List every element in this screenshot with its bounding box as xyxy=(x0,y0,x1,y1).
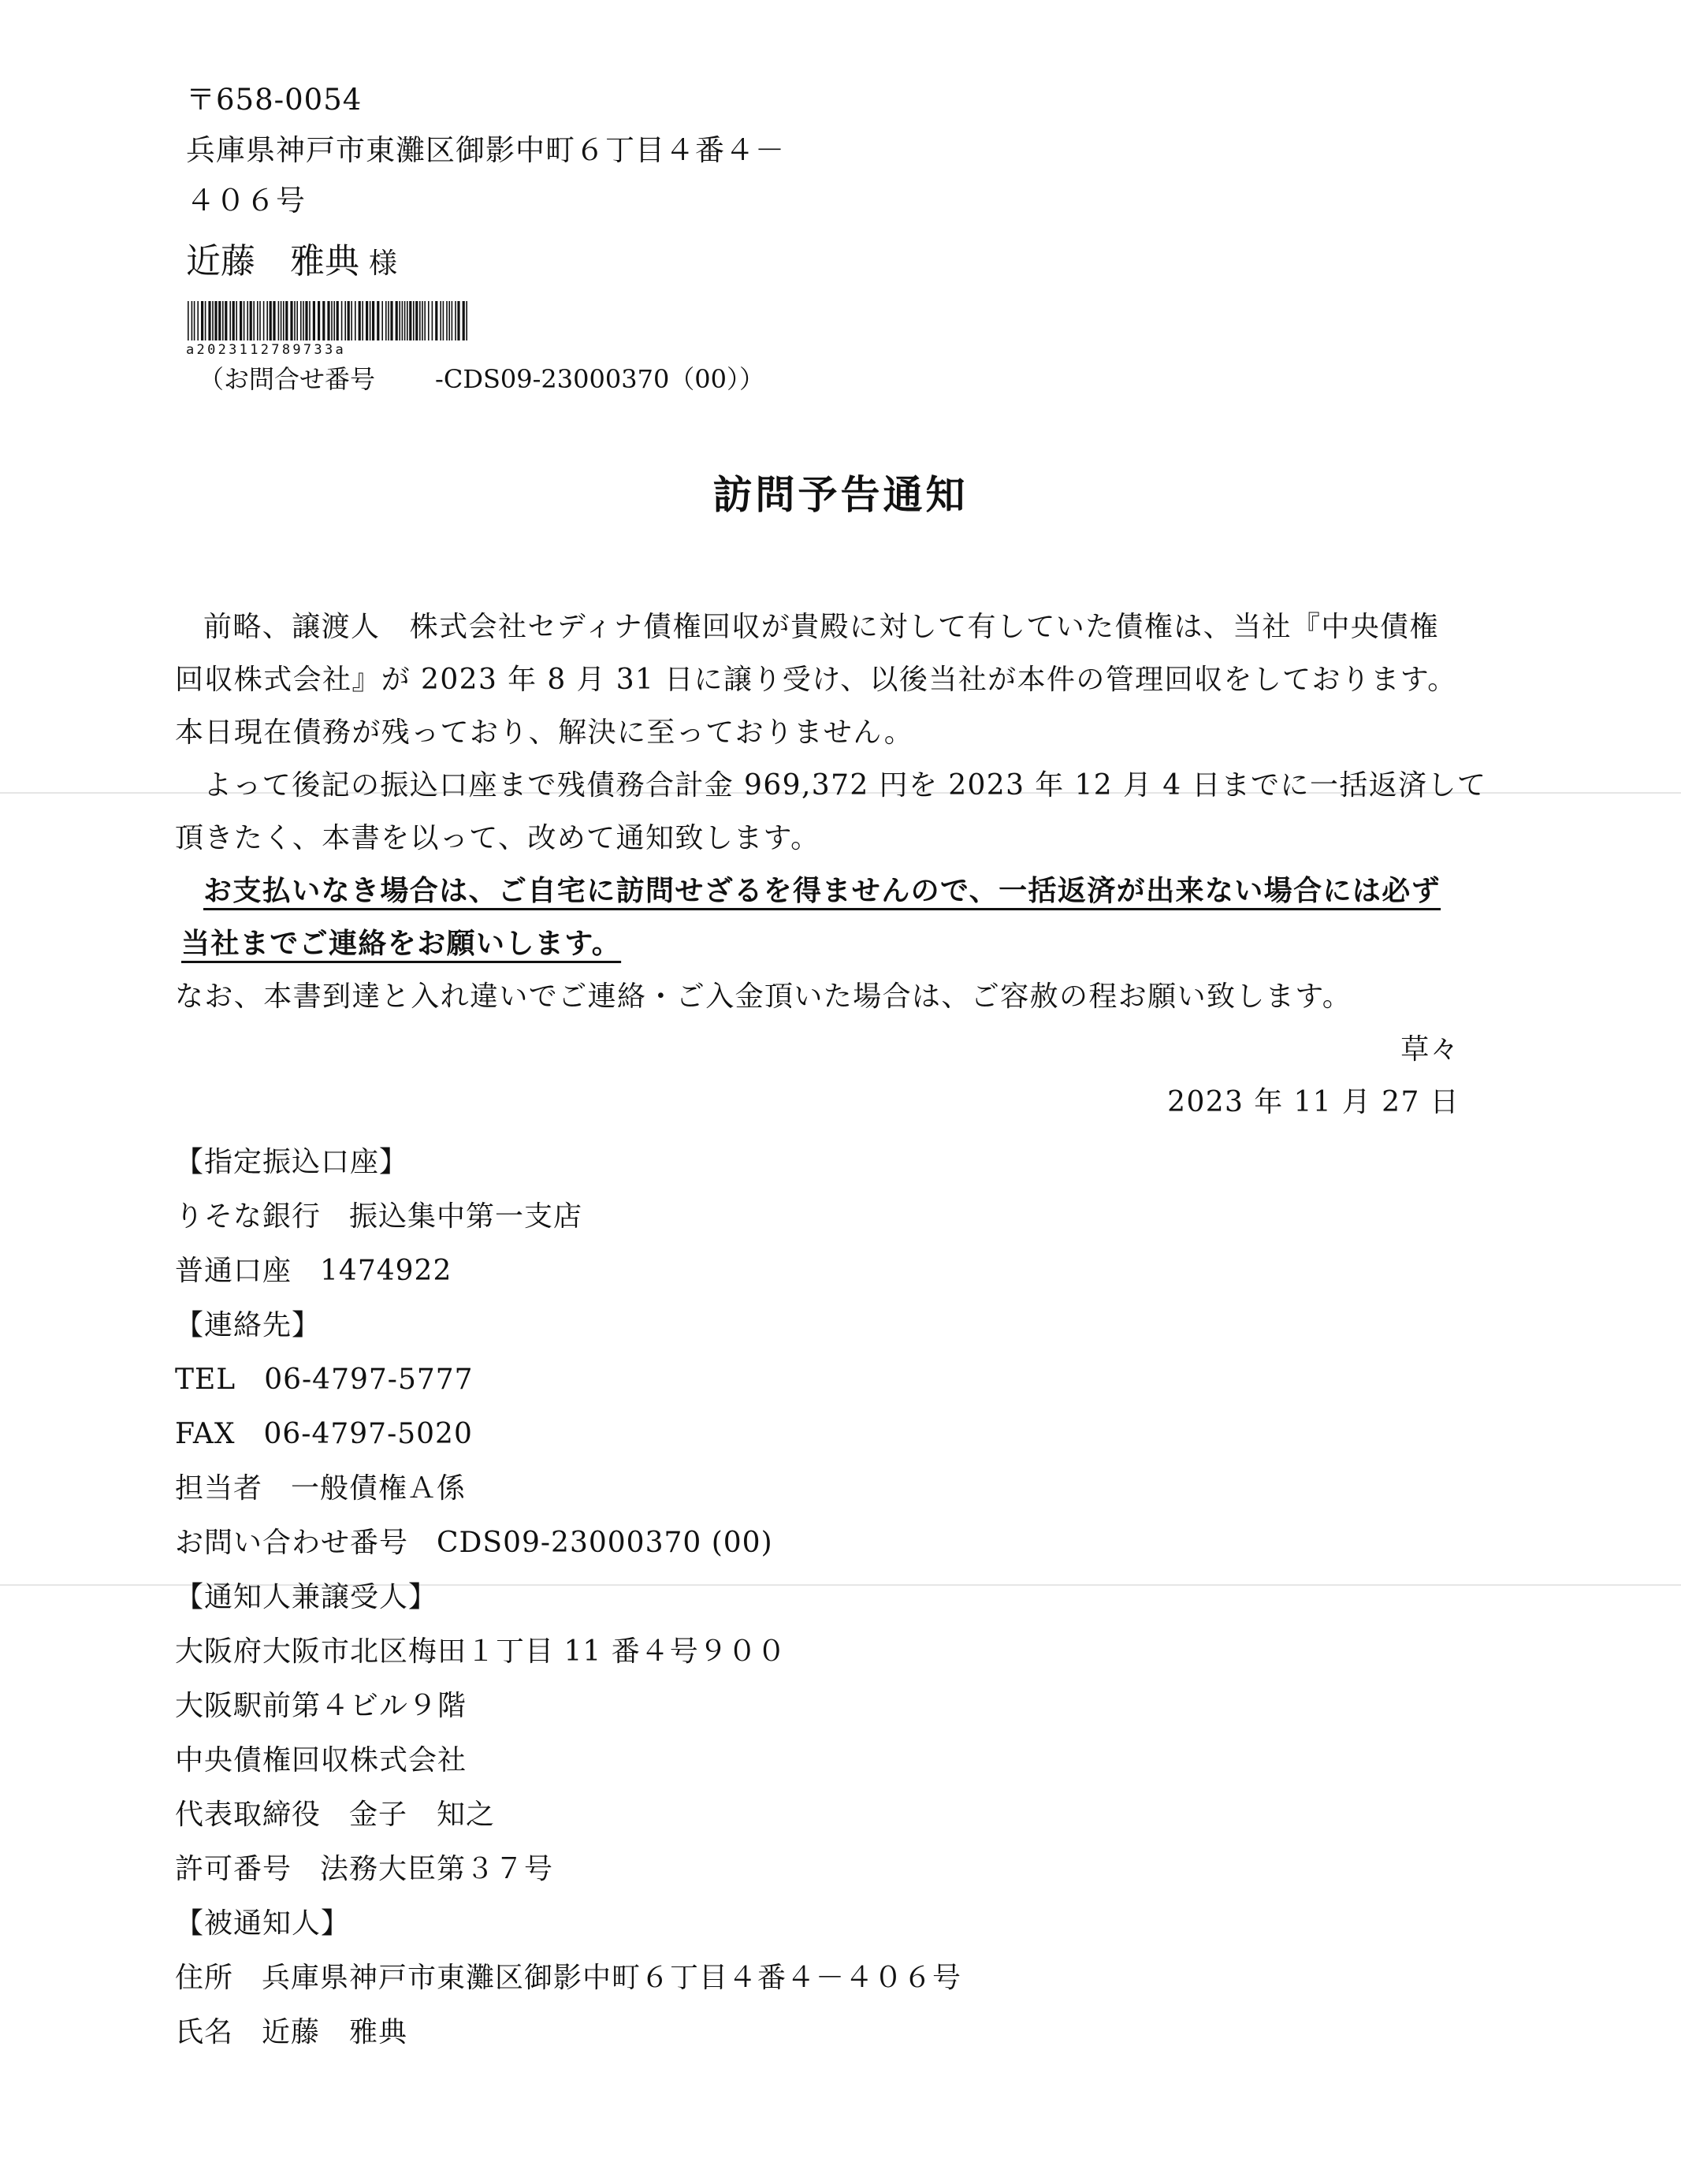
bank-line xyxy=(175,1189,1436,1244)
barcode-bar xyxy=(457,301,459,340)
barcode-bar xyxy=(296,301,298,340)
barcode-bar xyxy=(247,301,248,340)
paragraph-1-line-2: 回収株式会社』が 2023 年 8 月 31 日に譲り受け、以後当社が本件の管理回収をしております。 xyxy=(175,664,1457,696)
inquiry-label-bottom: お問い合わせ番号 xyxy=(175,1527,409,1559)
barcode-bar xyxy=(257,301,258,340)
barcode-bar xyxy=(309,301,311,340)
rep-name: 金子 知之 xyxy=(349,1799,496,1831)
rep-title: 代表取締役 xyxy=(175,1799,322,1831)
tel-label: TEL xyxy=(175,1364,236,1396)
barcode-bar xyxy=(351,301,352,340)
barcode-bar xyxy=(327,301,329,340)
barcode-bar xyxy=(370,301,371,340)
notifier-address-2: 大阪駅前第４ビル９階 xyxy=(175,1690,467,1722)
barcode-bar xyxy=(344,301,346,340)
bank-name: りそな銀行 xyxy=(175,1200,322,1233)
barcode-bar xyxy=(253,301,255,340)
barcode-bar xyxy=(463,301,465,340)
barcode xyxy=(186,301,470,358)
barcode-bar xyxy=(303,301,304,340)
barcode-bar xyxy=(377,301,379,340)
info-block xyxy=(175,1135,1436,2059)
barcode-bar xyxy=(366,301,368,340)
barcode-bar xyxy=(359,301,361,340)
barcode-bar xyxy=(192,301,193,340)
barcode-bar xyxy=(333,301,335,340)
inquiry-label: （お問合せ番号 xyxy=(199,364,376,394)
barcode-bar xyxy=(402,301,404,340)
barcode-bar xyxy=(294,301,296,340)
barcode-bar xyxy=(404,301,406,340)
contact-heading: 【連絡先】 xyxy=(175,1309,322,1341)
paragraph-2-line-2: 頂きたく、本書を以って、改めて通知致します。 xyxy=(175,822,820,854)
barcode-bar xyxy=(205,301,206,340)
warning-text-2: 当社までご連絡をお願いします。 xyxy=(181,927,622,960)
account-number: 1474922 xyxy=(320,1255,452,1287)
person-line xyxy=(175,1461,1436,1516)
barcode-bar xyxy=(285,301,288,340)
notifier-heading: 【通知人兼譲受人】 xyxy=(175,1581,438,1613)
inquiry-line xyxy=(175,1516,1436,1570)
barcode-bar xyxy=(381,301,383,340)
barcode-bar xyxy=(390,301,392,340)
inquiry-number-top xyxy=(199,358,895,400)
barcode-bar xyxy=(194,301,195,340)
barcode-bar xyxy=(270,301,272,340)
notice-body xyxy=(175,601,1487,1129)
barcode-bar xyxy=(341,301,343,340)
closing: 草々 xyxy=(1400,1033,1460,1066)
barcode-bar xyxy=(232,301,235,340)
barcode-bar xyxy=(428,301,430,340)
account-line xyxy=(175,1244,1436,1298)
warning-text-1: お支払いなき場合は、ご自宅に訪問せざるを得ませんので、一括返済が出来ない場合には必ず xyxy=(203,874,1441,907)
branch-name: 振込集中第一支店 xyxy=(349,1200,583,1233)
warning-line-1 xyxy=(175,865,1475,917)
address-block xyxy=(186,75,895,400)
postal-code: 〒658-0054 xyxy=(186,83,363,117)
recipient xyxy=(186,231,895,295)
barcode-bar xyxy=(222,301,224,340)
barcode-bar xyxy=(446,301,448,340)
barcode-bar xyxy=(455,301,456,340)
barcode-bar xyxy=(399,301,400,340)
account-heading: 【指定振込口座】 xyxy=(175,1146,409,1178)
account-type: 普通口座 xyxy=(175,1255,292,1287)
barcode-bar xyxy=(214,301,217,340)
barcode-bar xyxy=(218,301,221,340)
notified-heading: 【被通知人】 xyxy=(175,1907,351,1940)
fax-number: 06-4797-5020 xyxy=(263,1418,473,1450)
barcode-bar xyxy=(466,301,467,340)
license-label: 許可番号 xyxy=(175,1853,292,1885)
barcode-bar xyxy=(413,301,415,340)
barcode-bar xyxy=(348,301,350,340)
barcode-bar xyxy=(422,301,423,340)
barcode-bar xyxy=(250,301,252,340)
barcode-bar xyxy=(201,301,203,340)
warning-line-2 xyxy=(175,917,1475,970)
license-number: 法務大臣第３７号 xyxy=(320,1853,554,1885)
barcode-bar xyxy=(440,301,441,340)
person-name: 一般債権Ａ係 xyxy=(291,1472,467,1505)
notifier-company: 中央債権回収株式会社 xyxy=(175,1744,467,1777)
barcode-bar xyxy=(355,301,356,340)
address-line-1: 兵庫県神戸市東灘区御影中町６丁目４番４－ xyxy=(186,133,785,167)
tel-line xyxy=(175,1352,1436,1407)
notified-address-label: 住所 xyxy=(175,1962,234,1994)
barcode-bar xyxy=(396,301,398,340)
notified-name-line xyxy=(175,2005,1436,2059)
barcode-bar xyxy=(409,301,411,340)
barcode-bar xyxy=(435,301,437,340)
person-label: 担当者 xyxy=(175,1472,263,1505)
recipient-honorific: 様 xyxy=(369,247,398,280)
barcode-icon xyxy=(186,301,470,340)
notified-address: 兵庫県神戸市東灘区御影中町６丁目４番４－４０６号 xyxy=(262,1962,962,1994)
barcode-bar xyxy=(290,301,292,340)
barcode-bar xyxy=(452,301,453,340)
fax-line xyxy=(175,1407,1436,1461)
barcode-bar xyxy=(188,301,189,340)
barcode-bar xyxy=(388,301,389,340)
barcode-bar xyxy=(208,301,210,340)
recipient-name: 近藤 雅典 xyxy=(186,241,359,281)
barcode-text: a2023112789733a xyxy=(186,342,347,358)
barcode-bar xyxy=(337,301,339,340)
notified-address-line xyxy=(175,1951,1436,2005)
barcode-bar xyxy=(283,301,285,340)
license-line xyxy=(175,1842,1436,1896)
barcode-bar xyxy=(432,301,433,340)
paragraph-1-line-3: 本日現在債務が残っており、解決に至っておりません。 xyxy=(175,716,914,749)
barcode-bar xyxy=(305,301,307,340)
barcode-bar xyxy=(229,301,231,340)
barcode-bar xyxy=(244,301,245,340)
fax-label: FAX xyxy=(175,1418,236,1450)
barcode-bar xyxy=(415,301,418,340)
barcode-bar xyxy=(318,301,320,340)
barcode-bar xyxy=(225,301,227,340)
barcode-bar xyxy=(236,301,237,340)
barcode-bar xyxy=(372,301,374,340)
barcode-bar xyxy=(263,301,265,340)
barcode-bar xyxy=(197,301,199,340)
barcode-bar xyxy=(331,301,333,340)
barcode-bar xyxy=(278,301,280,340)
barcode-bar xyxy=(322,301,325,340)
barcode-bar xyxy=(273,301,275,340)
barcode-bar xyxy=(212,301,214,340)
barcode-bar xyxy=(240,301,242,340)
barcode-bar xyxy=(443,301,444,340)
barcode-bar xyxy=(300,301,302,340)
barcode-bar xyxy=(407,301,408,340)
paragraph-2-line-1: よって後記の振込口座まで残債務合計金 969,372 円を 2023 年 12 月 4 日までに一括返済して xyxy=(203,769,1487,802)
barcode-bar xyxy=(313,301,315,340)
barcode-bar xyxy=(362,301,363,340)
barcode-bar xyxy=(281,301,282,340)
page-title: 訪問予告通知 xyxy=(712,471,969,518)
paragraph-1-line-1: 前略、譲渡人 株式会社セディナ債権回収が貴殿に対して有していた債権は、当社『中央債権 xyxy=(203,611,1439,643)
notifier-address-1: 大阪府大阪市北区梅田１丁目 11 番４号９００ xyxy=(175,1635,787,1668)
barcode-bar xyxy=(424,301,426,340)
notified-name-label: 氏名 xyxy=(175,2016,234,2048)
inquiry-code-bottom: CDS09-23000370 (00) xyxy=(437,1527,773,1559)
barcode-bar xyxy=(259,301,261,340)
barcode-bar xyxy=(266,301,268,340)
tel-number: 06-4797-5777 xyxy=(264,1364,474,1396)
barcode-bar xyxy=(419,301,421,340)
inquiry-code: -CDS09-23000370（00）） xyxy=(435,364,765,394)
notified-name: 近藤 雅典 xyxy=(262,2016,408,2048)
paragraph-3-line-1: なお、本書到達と入れ違いでご連絡・ご入金頂いた場合は、ご容赦の程お願い致します。 xyxy=(175,980,1352,1013)
address-line-2: ４０６号 xyxy=(186,184,306,218)
barcode-bar xyxy=(448,301,450,340)
barcode-bar xyxy=(385,301,387,340)
representative-line xyxy=(175,1788,1436,1842)
notice-date: 2023 年 11 月 27 日 xyxy=(1167,1086,1460,1118)
